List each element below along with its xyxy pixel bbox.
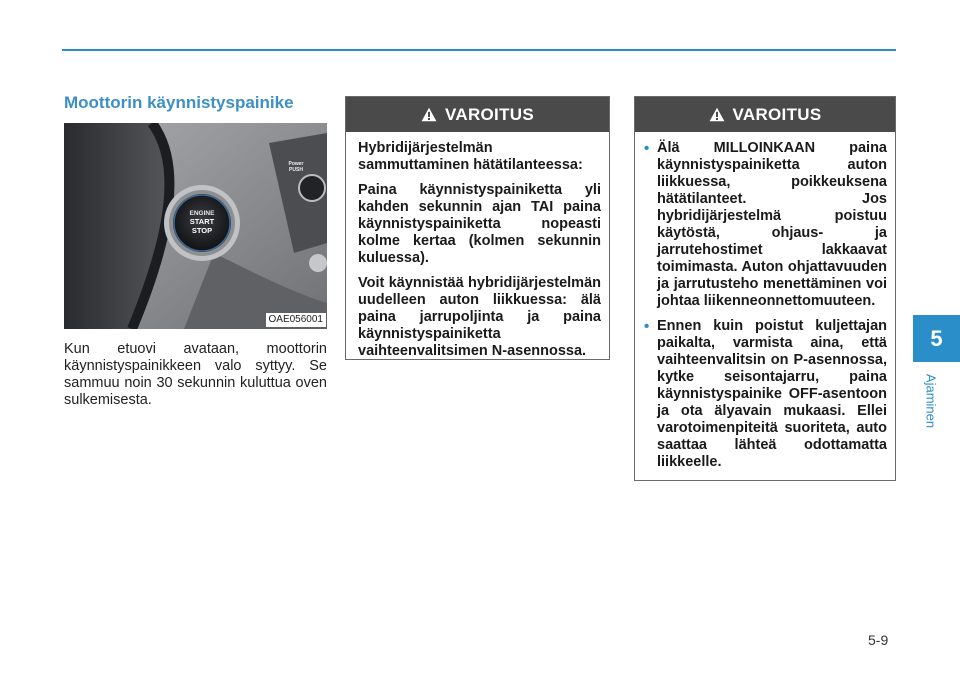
warning-paragraph: Hybridijärjestelmän sammuttaminen hätätilanteessa: <box>358 140 583 173</box>
warning-box-1 <box>345 96 610 360</box>
warning-header <box>346 97 609 132</box>
warning-header <box>635 97 895 132</box>
image-code: OAE056001 <box>266 313 327 327</box>
list-item <box>644 140 887 310</box>
chapter-label-text: Ajaminen <box>923 373 939 429</box>
warning-box-2 <box>634 96 896 481</box>
list-item-text: Ennen kuin poistut kuljettajan paikalta, varmista aina, että vaihteenvalitsin on P-asennossa, kytke seisontajarru, paina käynnistyspainike OFF-asentoon ja ota älyavain mukaasi. Ellei varotoimenpiteitä suoriteta, auto saattaa lähteä odottamatta liikkeelle. <box>657 318 887 470</box>
list-item-text: Älä MILLOINKAAN paina käynnistyspainiketta auton liikkuessa, poikkeuksena hätätilanteet. Jos hybridijärjestelmä poistuu käytöstä, ohjaus- ja jarrutehostimet lakkaavat toimimasta. Auton ohjattavuuden ja jarrutusteho menettäminen voi johtaa liikenneonnettomuuteen. <box>657 140 887 309</box>
small-button-line-1: Power <box>288 161 304 167</box>
chapter-number-tab: 5 <box>913 315 960 362</box>
small-button-line-2: PUSH <box>289 167 303 173</box>
small-power-button <box>299 175 325 201</box>
body-paragraph: Kun etuovi avataan, moottorin käynnistyspainikkeen valo syttyy. Se sammuu noin 30 sekunnin kuluttua oven sulkemisesta. <box>64 341 327 408</box>
warning-triangle-icon <box>709 107 725 122</box>
warning-list <box>644 140 887 471</box>
dashboard-illustration <box>64 123 327 329</box>
engine-start-button-photo <box>64 123 327 329</box>
section-title: Moottorin käynnistyspainike <box>64 93 294 112</box>
warning-title: VAROITUS <box>732 104 822 124</box>
chapter-label <box>922 369 940 433</box>
warning-body <box>346 132 609 360</box>
list-item <box>644 318 887 471</box>
warning-title: VAROITUS <box>445 104 534 124</box>
warning-triangle-icon <box>421 107 437 122</box>
button-line-2: START <box>189 217 215 226</box>
warning-body <box>635 132 895 471</box>
top-rule <box>62 49 896 51</box>
button-line-3: STOP <box>191 226 213 235</box>
page-number: 5-9 <box>868 632 889 648</box>
bullet-icon: • <box>644 318 650 335</box>
warning-paragraph: Paina käynnistyspainiketta yli kahden sekunnin ajan TAI paina käynnistyspainiketta nopeasti kolme kertaa (kolmen sekunnin kuluessa). <box>358 182 601 266</box>
button-line-1: ENGINE <box>189 210 215 217</box>
warning-paragraph: Voit käynnistää hybridijärjestelmän uudelleen auton liikkuessa: älä paina jarrupoljinta ja paina käynnistyspainiketta vaihteenvalitsimen N-asennossa. <box>358 275 601 359</box>
bullet-icon: • <box>644 140 650 157</box>
